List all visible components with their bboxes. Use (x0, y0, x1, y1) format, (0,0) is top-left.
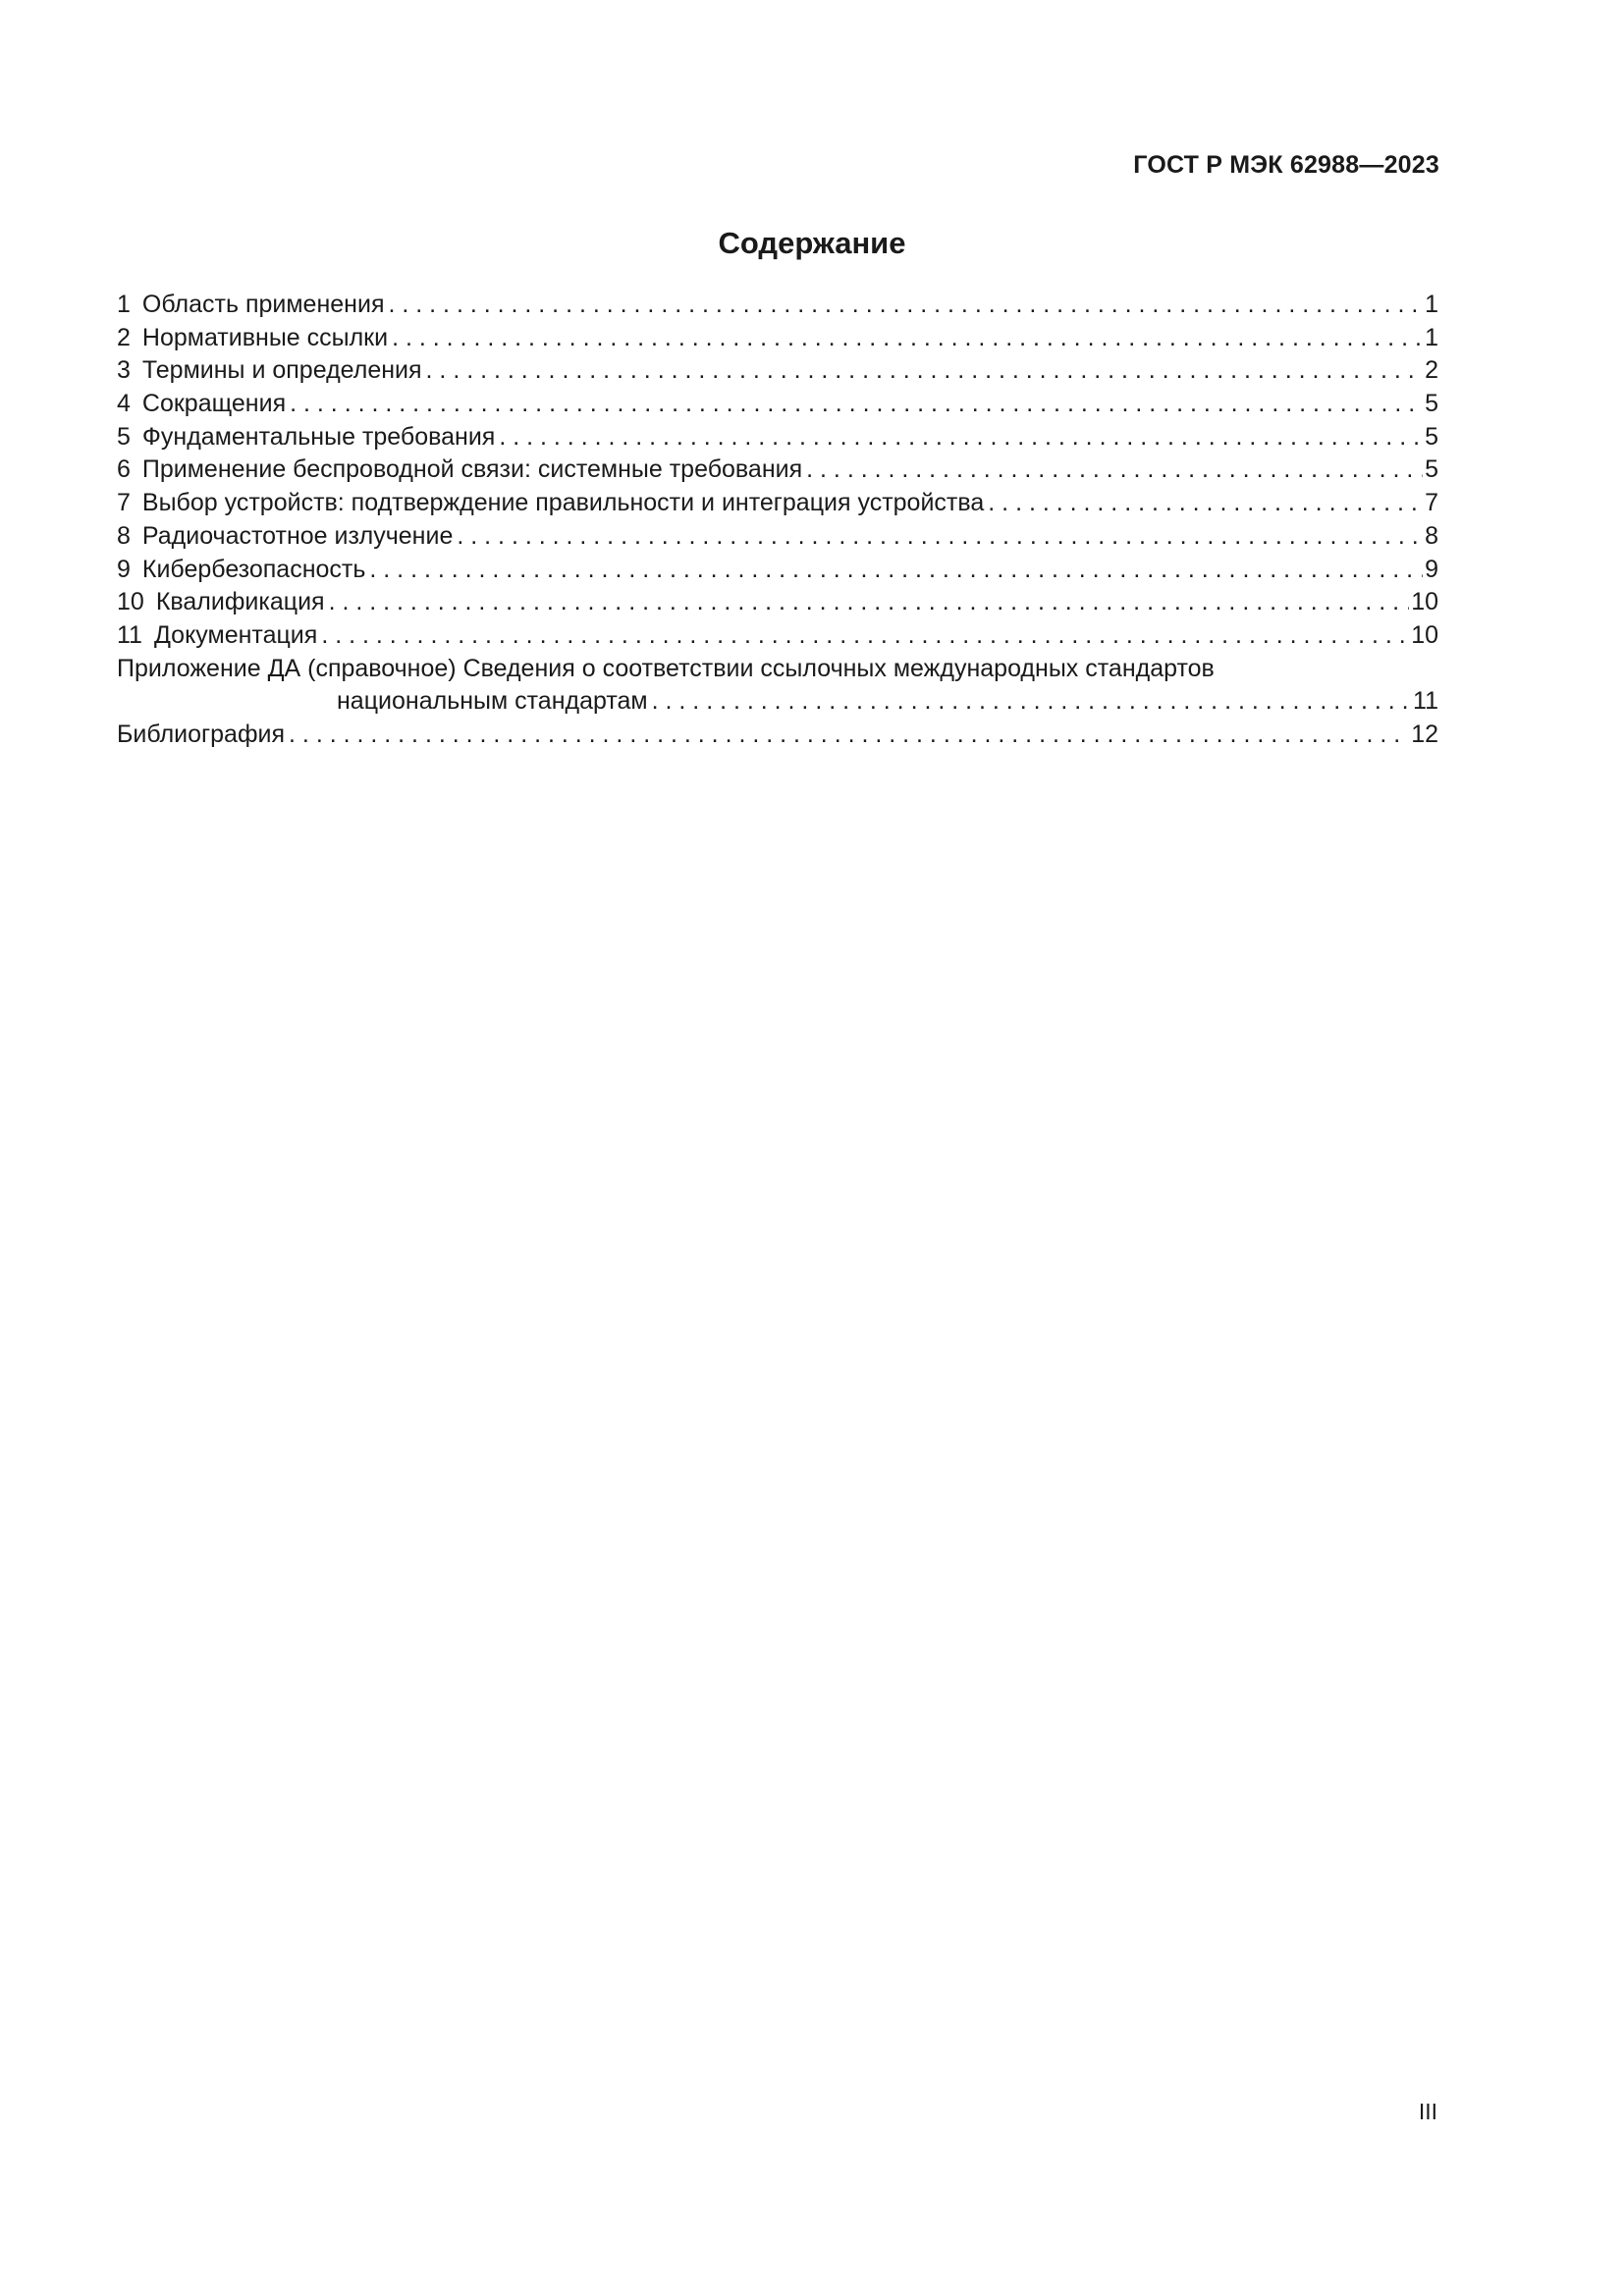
toc-entry-title: Радиочастотное излучение (141, 521, 454, 550)
toc-entry-label (117, 619, 317, 653)
toc-annex-title-cont: национальным стандартам (337, 687, 648, 716)
toc-entry-number: 9 (117, 555, 131, 583)
toc-entry-number: 3 (117, 356, 131, 385)
toc-entry[interactable] (117, 388, 1438, 421)
toc-entry-number: 7 (117, 489, 131, 517)
toc-entry-number: 2 (117, 323, 131, 351)
toc-entry-number: 10 (117, 588, 144, 616)
toc-entry-title: Термины и определения (141, 356, 422, 385)
toc-entry-number: 5 (117, 422, 131, 451)
toc-entry-page: 10 (1411, 588, 1438, 616)
toc-entry-page: 8 (1425, 521, 1438, 550)
toc-entry-number: 1 (117, 291, 131, 318)
toc-entry[interactable] (117, 586, 1438, 619)
toc-entry-page: 5 (1425, 455, 1438, 484)
toc-entry[interactable] (117, 421, 1438, 454)
toc-entry-title: Квалификация (155, 588, 325, 616)
dot-leader (652, 685, 1411, 719)
toc-entry-label (117, 354, 422, 388)
dot-leader (457, 520, 1423, 554)
toc-entry-label (117, 421, 495, 454)
toc-entry-number: 11 (117, 620, 142, 649)
toc-entry-page: 10 (1411, 620, 1438, 649)
toc-entry-title: Сокращения (141, 390, 287, 418)
dot-leader (388, 289, 1423, 322)
toc-bibliography-page: 12 (1411, 720, 1438, 748)
toc-entry-page: 9 (1425, 555, 1438, 583)
toc-entry-page: 1 (1425, 291, 1438, 318)
toc-bibliography-title: Библиография (117, 720, 286, 748)
toc-entry-label (117, 554, 365, 587)
toc-annex-continuation[interactable] (117, 685, 1438, 719)
dot-leader (321, 619, 1409, 653)
dot-leader (499, 421, 1423, 454)
toc-entry-title: Выбор устройств: подтверждение правильности и интеграция устройства (141, 489, 985, 517)
dot-leader (290, 388, 1423, 421)
toc-entry[interactable] (117, 322, 1438, 355)
toc-entry[interactable] (117, 454, 1438, 487)
toc-entry-page: 2 (1425, 356, 1438, 385)
toc-entry[interactable] (117, 487, 1438, 520)
toc-entry[interactable] (117, 554, 1438, 587)
toc-entry-page: 7 (1425, 489, 1438, 517)
dot-leader (988, 487, 1423, 520)
toc-entry-number: 6 (117, 455, 131, 484)
dot-leader (329, 586, 1410, 619)
toc-annex-entry[interactable] (117, 653, 1438, 686)
toc-annex-title: Приложение ДА (справочное) Сведения о соответствии ссылочных международных стандартов (117, 654, 1215, 682)
toc-entry-page: 5 (1425, 422, 1438, 451)
page-number: III (1418, 2099, 1437, 2124)
toc-entry-number: 4 (117, 390, 131, 418)
toc-entry[interactable] (117, 520, 1438, 554)
toc-annex-page: 11 (1413, 687, 1438, 716)
toc-entry-label (117, 454, 802, 487)
toc-entry-title: Кибербезопасность (141, 555, 366, 583)
toc-entry-page: 1 (1425, 323, 1438, 351)
dot-leader (426, 354, 1424, 388)
toc-entry-page: 5 (1425, 390, 1438, 418)
toc-title: Содержание (718, 226, 906, 260)
toc-entry-title: Область применения (141, 291, 385, 318)
toc-entry-title: Нормативные ссылки (141, 323, 389, 351)
toc-entry-label (117, 520, 453, 554)
toc-entry-title: Применение беспроводной связи: системные требования (141, 455, 803, 484)
toc-entry-label (117, 289, 384, 322)
toc-entry[interactable] (117, 289, 1438, 322)
dot-leader (289, 719, 1409, 752)
dot-leader (806, 454, 1423, 487)
dot-leader (369, 554, 1423, 587)
dot-leader (392, 322, 1423, 355)
toc-entry-label (117, 322, 388, 355)
toc-entry[interactable] (117, 619, 1438, 653)
toc-entry-title: Документация (153, 620, 318, 649)
document-code: ГОСТ Р МЭК 62988—2023 (1133, 151, 1439, 179)
toc-entry-label (117, 388, 286, 421)
table-of-contents (117, 289, 1438, 752)
toc-bibliography-entry[interactable] (117, 719, 1438, 752)
toc-entry-number: 8 (117, 521, 131, 550)
toc-entry[interactable] (117, 354, 1438, 388)
toc-entry-label (117, 586, 325, 619)
toc-entry-title: Фундаментальные требования (141, 422, 496, 451)
toc-entry-label (117, 487, 984, 520)
